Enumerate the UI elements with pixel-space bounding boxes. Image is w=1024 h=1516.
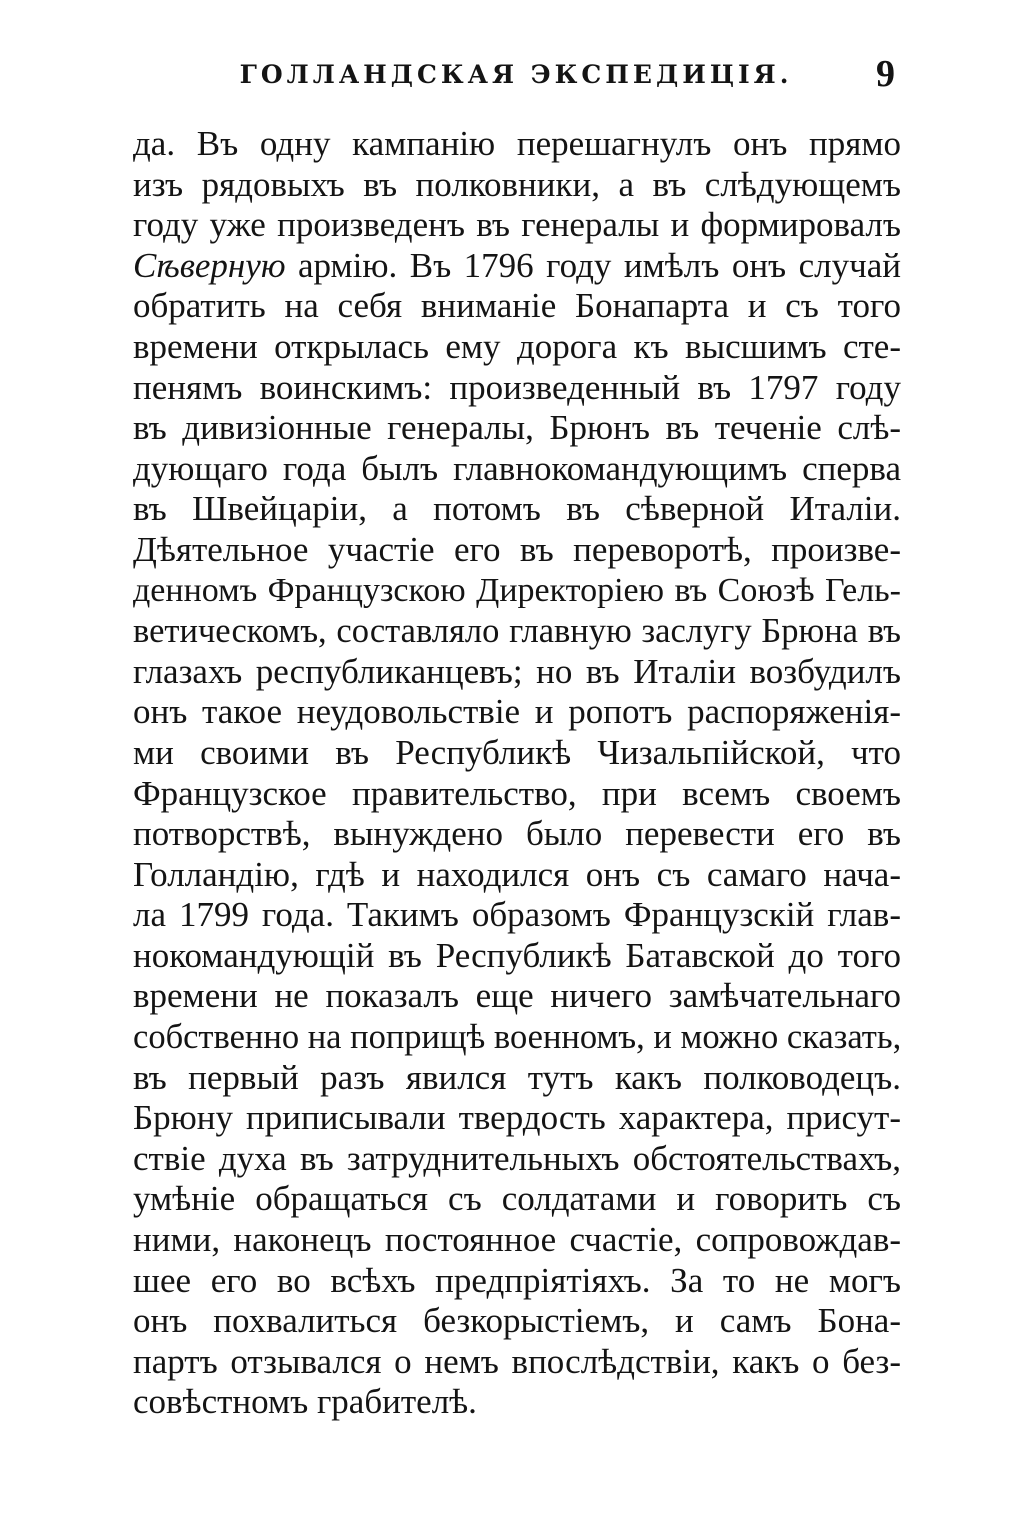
text-line: потворствѣ, вынуждено было перевести его въ xyxy=(133,814,901,854)
text-line: времени открылась ему дорога къ высшимъ сте- xyxy=(133,326,901,366)
text-line: онъ похвалиться безкорыстіемъ, и самъ Бона- xyxy=(133,1301,901,1341)
text-line: обратить на себя вниманіе Бонапарта и съ того xyxy=(133,286,901,326)
text-line: умѣніе обращаться съ солдатами и говорить съ xyxy=(133,1179,901,1219)
text-line: нокомандующій въ Республикѣ Батавской до того xyxy=(133,935,901,975)
text-line: пенямъ воинскимъ: произведенный въ 1797 году xyxy=(133,367,901,407)
text-line: времени не показалъ еще ничего замѣчательнаго xyxy=(133,976,901,1016)
text-line: ними, наконецъ постоянное счастіе, сопровождав- xyxy=(133,1220,901,1260)
text-line: онъ такое неудовольствіе и ропотъ распоряженія- xyxy=(133,692,901,732)
body-text xyxy=(133,124,901,1423)
text-line: ствіе духа въ затруднительныхъ обстоятельствахъ, xyxy=(133,1138,901,1178)
page-header xyxy=(133,53,899,102)
text-line: совѣстномъ грабителѣ. xyxy=(133,1382,477,1422)
running-title: ГОЛЛАНДСКАЯ ЭКСПЕДИЦІЯ. xyxy=(239,60,793,89)
text-line: да. Въ одну кампанію перешагнулъ онъ прямо xyxy=(133,124,901,163)
text-line: Голландію, гдѣ и находился онъ съ самаго нача- xyxy=(133,854,901,894)
text-line: ми своими въ Республикѣ Чизальпійской, что xyxy=(133,732,901,772)
text-line: въ дивизіонные генералы, Брюнъ въ теченіе слѣ- xyxy=(133,408,901,448)
text-line: собственно на поприщѣ военномъ, и можно сказать, xyxy=(133,1018,902,1057)
text-line: въ первый разъ явился тутъ какъ полководецъ. xyxy=(133,1057,901,1097)
italic-word: Сѣверную xyxy=(133,245,286,285)
text-line: партъ отзывался о немъ впослѣдствіи, какъ о без- xyxy=(133,1341,901,1381)
text-line-with-italic xyxy=(133,246,901,287)
text-line: шее его во всѣхъ предпріятіяхъ. За то не могъ xyxy=(133,1260,901,1300)
text-line: Дѣятельное участіе его въ переворотѣ, произве- xyxy=(133,529,901,569)
text-line: денномъ Французскою Директоріею въ Союзѣ Гель- xyxy=(133,571,901,609)
text-line: ветическомъ, составляло главную заслугу Брюна въ xyxy=(133,612,901,651)
text-line: ла 1799 года. Такимъ образомъ Французскій глав- xyxy=(133,895,901,935)
text-line: году уже произведенъ въ генералы и формировалъ xyxy=(133,205,901,245)
page-number: 9 xyxy=(876,53,895,95)
text-line: глазахъ республиканцевъ; но въ Италіи возбудилъ xyxy=(133,651,901,691)
text-line: въ Швейцаріи, а потомъ въ сѣверной Италіи. xyxy=(133,489,901,529)
text-line: изъ рядовыхъ въ полковники, а въ слѣдующемъ xyxy=(133,164,901,204)
text-line: дующаго года былъ главнокомандующимъ сперва xyxy=(133,448,901,488)
text-line-rest: армію. Въ 1796 году имѣлъ онъ случай xyxy=(297,245,901,285)
text-line: Французское правительство, при всемъ своемъ xyxy=(133,773,901,813)
text-line: Брюну приписывали твердость характера, присут- xyxy=(133,1098,901,1138)
